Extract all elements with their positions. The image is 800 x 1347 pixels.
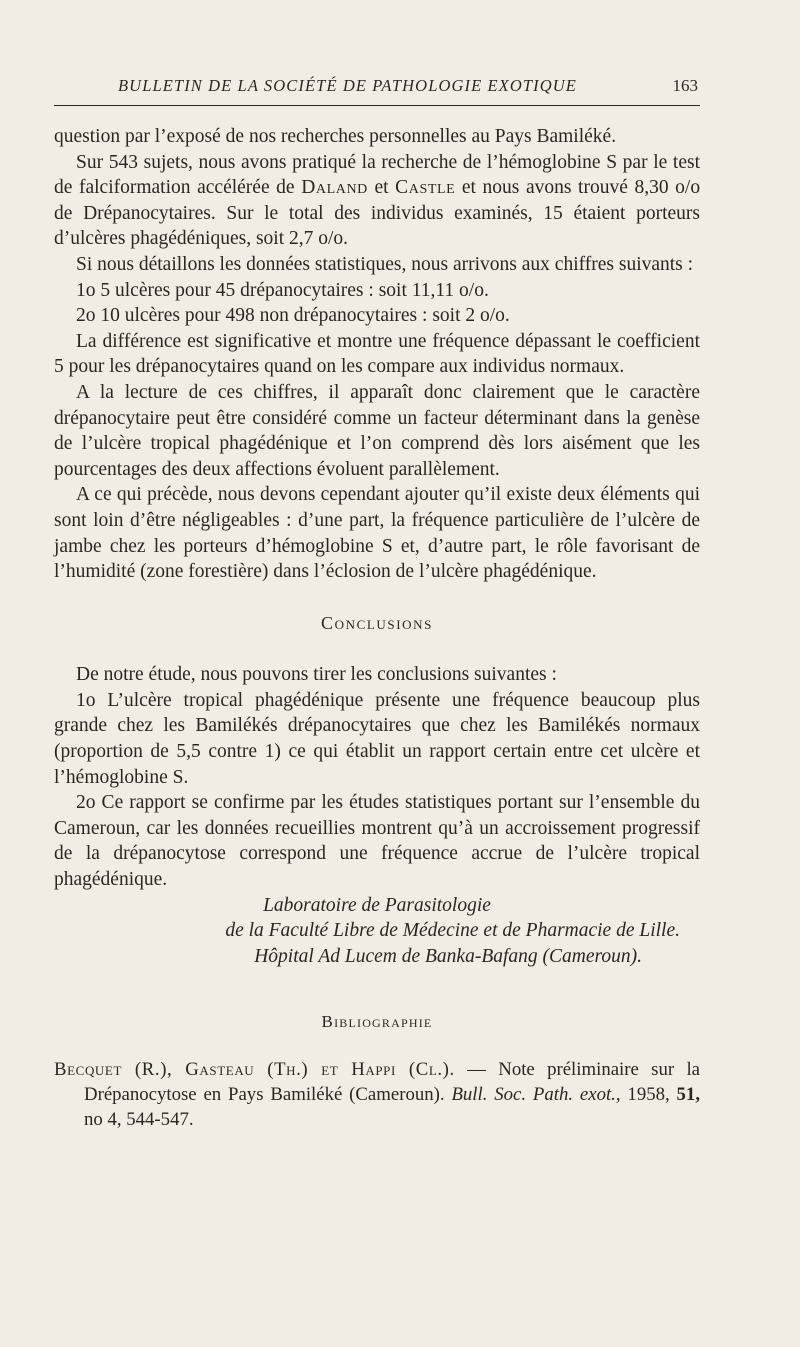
- conclusions-heading: Conclusions: [321, 612, 433, 633]
- paragraph-8: A ce qui précède, nous devons cependant ajouter qu’il existe deux éléments qui sont loin d’être négligeables : d’une part, la fréquence particulière de l’ulcère de jambe chez les porteurs d’hémoglobine S et, d’autre part, le rôle favorisant de l’humidité (zone forestière) dans l’éclosion de l’ulcère phagédénique.: [54, 484, 700, 583]
- running-header: [54, 74, 700, 106]
- author-castle: Castle: [395, 177, 456, 199]
- bib-year: 1958,: [627, 1084, 670, 1105]
- paragraph-5: 2o 10 ulcères pour 498 non drépanocytaires : soit 2 o/o.: [76, 305, 510, 327]
- paragraph-1: question par l’exposé de nos recherches personnelles au Pays Bamiléké.: [54, 126, 617, 147]
- paragraph-3: Si nous détaillons les données statistiques, nous arrivons aux chiffres suivants :: [76, 253, 694, 275]
- bib-issue-pages: no 4, 544-547.: [84, 1109, 194, 1130]
- paragraph-4: 1o 5 ulcères pour 45 drépanocytaires : soit 11,11 o/o.: [76, 279, 489, 301]
- bib-title: — Note préliminaire sur la Drépanocytose en Pays Bamiléké (Cameroun).: [84, 1059, 701, 1105]
- paragraph-2-and: et: [374, 177, 389, 199]
- affiliation-line-1: Laboratoire de Parasitologie: [263, 894, 491, 916]
- paragraph-7: A la lecture de ces chiffres, il apparaît donc clairement que le caractère drépanocytaire peut être considéré comme un facteur déterminant dans la genèse de l’ulcère tropical phagédénique et l’on comprend dès lors aisément que les pourcentages des deux affections évoluent parallèlement.: [54, 381, 700, 480]
- paragraph-6: La différence est significative et montre une fréquence dépassant le coefficient 5 pour les drépanocytaires quand on les compare aux individus normaux.: [54, 330, 700, 378]
- conclusion-1: 1o L’ulcère tropical phagédénique présente une fréquence beaucoup plus grande chez les Bamilékés drépanocytaires que chez les Bamilékés normaux (proportion de 5,5 contre 1) ce qui établit un rapport certain entre cet ulcère et l’hémoglobine S.: [54, 689, 700, 788]
- paragraph-2-part-a: Sur 543 sujets, nous avons pratiqué la recherche de l’hémoglobine S par le test de falciformation accélérée de: [54, 151, 700, 199]
- conclusion-2: 2o Ce rapport se confirme par les études statistiques portant sur l’ensemble du Cameroun, car les données recueillies montrent qu’à un accroissement progressif de la drépanocytose correspond une fréquence accrue de l’ulcère tropical phagédénique.: [54, 792, 700, 891]
- article-body: [54, 124, 700, 1132]
- paragraph-2-part-b: et nous avons trouvé 8,30 o/o de Drépanocytaires. Sur le total des individus examinés, 15 étaient porteurs d’ulcères phagédéniques, soit 2,7 o/o.: [54, 177, 701, 250]
- header-rule: [54, 105, 700, 106]
- bibliography-heading: Bibliographie: [321, 1012, 433, 1032]
- bibliography-entry: [54, 1057, 700, 1132]
- author-daland: Daland: [301, 177, 368, 199]
- bib-authors: Becquet (R.), Gasteau (Th.) et Happi (Cl.).: [54, 1059, 455, 1080]
- paragraph-2: [54, 150, 700, 252]
- affiliation-line-2: de la Faculté Libre de Médecine et de Pharmacie de Lille.: [225, 920, 680, 942]
- page-number: 163: [672, 76, 698, 95]
- bib-journal: Bull. Soc. Path. exot.,: [451, 1084, 621, 1105]
- conclusions-intro: De notre étude, nous pouvons tirer les conclusions suivantes :: [76, 664, 557, 686]
- bib-volume: 51,: [676, 1084, 701, 1105]
- affiliation-line-3: Hôpital Ad Lucem de Banka-Bafang (Cameroun).: [254, 945, 642, 967]
- running-title: BULLETIN DE LA SOCIÉTÉ DE PATHOLOGIE EXOTIQUE: [118, 76, 577, 95]
